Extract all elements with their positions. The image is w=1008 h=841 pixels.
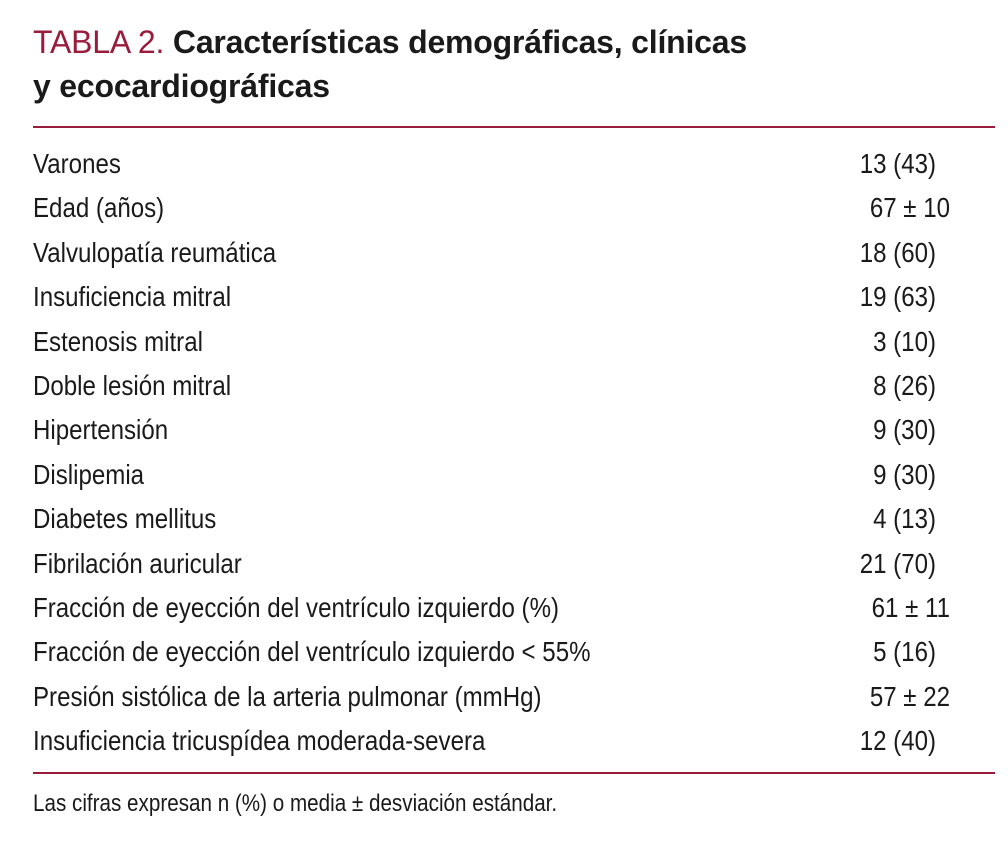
row-value: 12 (40) bbox=[859, 725, 936, 757]
row-label: Fracción de eyección del ventrículo izquierdo < 55% bbox=[33, 636, 591, 668]
row-value: 13 (43) bbox=[859, 148, 936, 179]
row-label: Insuficiencia mitral bbox=[33, 281, 232, 313]
table-row bbox=[0, 719, 1008, 763]
row-value: 5 (16) bbox=[873, 636, 936, 668]
row-label: Dislipemia bbox=[33, 458, 145, 490]
row-value: 57 ± 22 bbox=[869, 680, 950, 712]
row-value: 4 (13) bbox=[873, 503, 936, 535]
row-label: Presión sistólica de la arteria pulmonar (mmHg) bbox=[33, 680, 542, 712]
bottom-rule bbox=[33, 772, 995, 774]
table-row bbox=[0, 586, 1008, 630]
table-row bbox=[0, 320, 1008, 364]
table-body bbox=[0, 142, 1008, 763]
row-label: Insuficiencia tricuspídea moderada-severa bbox=[33, 725, 486, 757]
table-row bbox=[0, 497, 1008, 541]
row-label: Valvulopatía reumática bbox=[33, 236, 277, 268]
table-row bbox=[0, 453, 1008, 497]
row-value: 3 (10) bbox=[873, 325, 936, 357]
table-row bbox=[0, 542, 1008, 586]
row-value: 67 ± 10 bbox=[869, 192, 950, 224]
row-value: 61 ± 11 bbox=[871, 591, 950, 623]
row-label: Fibrilación auricular bbox=[33, 547, 242, 579]
top-rule bbox=[33, 126, 995, 128]
row-value: 9 (30) bbox=[873, 414, 936, 446]
row-value: 21 (70) bbox=[859, 547, 936, 579]
row-label: Varones bbox=[33, 148, 121, 179]
row-label: Fracción de eyección del ventrículo izquierdo (%) bbox=[33, 591, 559, 623]
table-row bbox=[0, 364, 1008, 408]
table-row bbox=[0, 186, 1008, 230]
table-row bbox=[0, 675, 1008, 719]
table-row bbox=[0, 142, 1008, 186]
table-row bbox=[0, 231, 1008, 275]
table-footnote: Las cifras expresan n (%) o media ± desviación estándar. bbox=[33, 790, 558, 817]
row-label: Edad (años) bbox=[33, 192, 165, 224]
table-row bbox=[0, 408, 1008, 452]
row-label: Hipertensión bbox=[33, 414, 169, 446]
table-row bbox=[0, 275, 1008, 319]
row-label: Doble lesión mitral bbox=[33, 369, 232, 401]
row-value: 19 (63) bbox=[859, 281, 936, 313]
table-number-label: TABLA 2. bbox=[33, 24, 165, 60]
table-title-line-2: y ecocardiográficas bbox=[33, 68, 330, 104]
row-value: 8 (26) bbox=[873, 369, 936, 401]
row-label: Estenosis mitral bbox=[33, 325, 203, 357]
table-title bbox=[33, 20, 993, 108]
row-value: 18 (60) bbox=[859, 236, 936, 268]
table-row bbox=[0, 630, 1008, 674]
table-title-line-1: Características demográficas, clínicas bbox=[172, 24, 747, 60]
row-label: Diabetes mellitus bbox=[33, 503, 217, 535]
row-value: 9 (30) bbox=[873, 458, 936, 490]
